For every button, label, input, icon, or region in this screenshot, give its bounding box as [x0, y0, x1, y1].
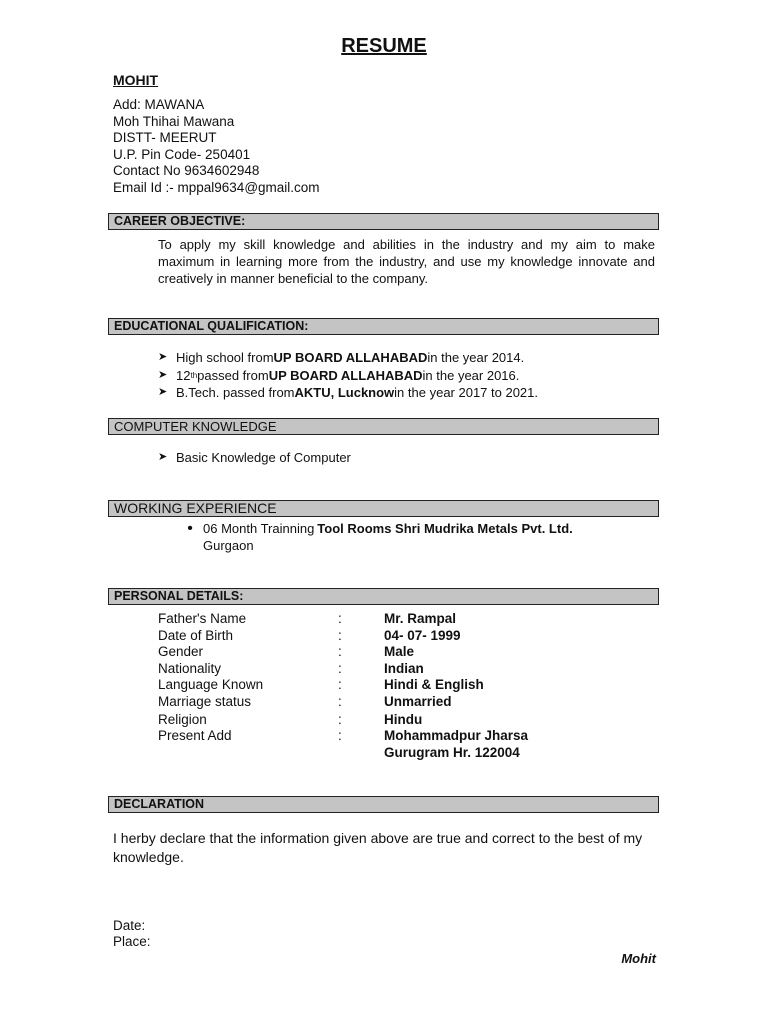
detail-row-religion: Religion : Hindu — [158, 711, 423, 727]
detail-row-nationality: Nationality : Indian — [158, 660, 424, 676]
signature-name: Mohit — [621, 951, 656, 966]
arrow-bullet-icon: ➤ — [158, 386, 168, 398]
work-location: Gurgaon — [203, 538, 254, 553]
arrow-bullet-icon: ➤ — [158, 368, 168, 381]
detail-row-address-line2: Gurugram Hr. 122004 — [384, 744, 520, 760]
detail-row-gender: Gender : Male — [158, 644, 415, 659]
locality-line: Moh Thihai Mawana — [113, 113, 235, 129]
contact-number-line: Contact No 9634602948 — [113, 163, 260, 178]
candidate-name: MOHIT — [113, 72, 159, 88]
list-item: ➤ 12 th passed from UP BOARD ALLAHABAD in the year 2016. — [158, 367, 520, 383]
detail-row-date-of-birth: Date of Birth : 04- 07- 1999 — [158, 627, 461, 643]
list-item: ➤ High school from UP BOARD ALLAHABAD in the year 2014. — [158, 350, 525, 365]
computer-knowledge-list — [158, 449, 351, 467]
dot-bullet-icon: • — [187, 520, 193, 537]
arrow-bullet-icon: ➤ — [158, 451, 168, 463]
education-heading: EDUCATIONAL QUALIFICATION: — [108, 318, 659, 335]
address-line: Add: MAWANA — [113, 97, 205, 112]
declaration-text: I herby declare that the information given above are true and correct to the best of my knowledge. — [113, 830, 643, 865]
district-line: DISTT- MEERUT — [113, 130, 217, 145]
resume-title: RESUME — [341, 35, 427, 57]
detail-row-present-address: Present Add : Mohammadpur Jharsa — [158, 727, 529, 743]
detail-row-father-name: Father's Name : Mr. Rampal — [158, 611, 457, 626]
career-objective-text: To apply my skill knowledge and abilities in the industry and my aim to make maximum in learning more from the industry, and use my knowledge innovate and creatively in manner beneficial to the company. — [158, 237, 655, 286]
email-line: Email Id :- mppal9634@gmail.com — [113, 179, 320, 195]
career-objective-heading: CAREER OBJECTIVE: — [108, 213, 659, 230]
contact-block — [113, 97, 320, 196]
place-label: Place: — [113, 934, 151, 949]
education-list — [158, 349, 538, 402]
declaration-heading: DECLARATION — [108, 796, 659, 813]
detail-row-marriage-status: Marriage status : Unmarried — [158, 694, 452, 709]
detail-row-language: Language Known : Hindi & English — [158, 677, 484, 692]
list-item: ➤ B.Tech. passed from AKTU, Lucknow in the year 2017 to 2021. — [158, 385, 539, 400]
work-experience-item: • 06 Month Trainning Tool Rooms Shri Mudrika Metals Pvt. Ltd. Gurgaon — [177, 520, 573, 554]
list-item: ➤ Basic Knowledge of Computer — [158, 450, 351, 465]
arrow-bullet-icon: ➤ — [158, 351, 168, 363]
date-label: Date: — [113, 918, 146, 933]
computer-knowledge-heading: COMPUTER KNOWLEDGE — [108, 418, 659, 435]
personal-details-heading: PERSONAL DETAILS: — [108, 588, 659, 605]
work-experience-heading: WORKING EXPERIENCE — [108, 500, 659, 517]
pin-code-line: U.P. Pin Code- 250401 — [113, 146, 251, 162]
